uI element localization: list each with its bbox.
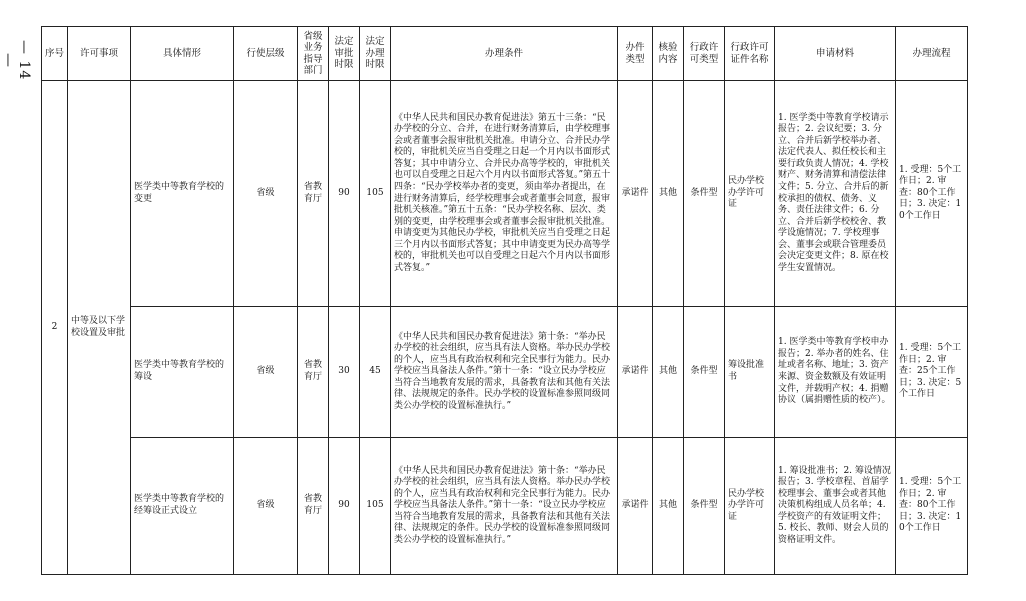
header-permit-type: 行政许可类型 [684, 27, 725, 81]
item-cell: 中等及以下学校设置及审批 [68, 81, 131, 575]
legal-limit-cell: 90 [329, 438, 360, 575]
handle-type-cell: 承诺件 [618, 81, 653, 307]
page-number: — 14 — [0, 39, 32, 81]
header-legal-limit: 法定审批时限 [329, 27, 360, 81]
permit-table [41, 26, 968, 575]
header-handle-type: 办件类型 [618, 27, 653, 81]
header-conditions: 办理条件 [391, 27, 618, 81]
table-row [42, 438, 968, 575]
header-promised-limit: 法定办理时限 [360, 27, 391, 81]
permit-type-cell: 条件型 [684, 307, 725, 438]
materials-cell: 1. 筹设批准书；2. 筹设情况报告；3. 学校章程、首届学校理事会、董事会或者其他决策机构组成人员名单；4. 学校资产的有效证明文件；5. 校长、教师、财会人员的资格证明文件。 [775, 438, 896, 575]
situation-cell: 医学类中等教育学校的经筹设正式设立 [131, 438, 234, 575]
header-permit-doc: 行政许可证件名称 [725, 27, 775, 81]
header-situation: 具体情形 [131, 27, 234, 81]
situation-cell: 医学类中等教育学校的筹设 [131, 307, 234, 438]
verify-cell: 其他 [653, 81, 684, 307]
permit-type-cell: 条件型 [684, 438, 725, 575]
handle-type-cell: 承诺件 [618, 438, 653, 575]
header-level: 行使层级 [234, 27, 298, 81]
seq-cell: 2 [42, 81, 68, 575]
promised-limit-cell: 105 [360, 438, 391, 575]
table-header-row [42, 27, 968, 81]
header-verify: 核验内容 [653, 27, 684, 81]
verify-cell: 其他 [653, 307, 684, 438]
level-cell: 省级 [234, 307, 298, 438]
header-seq: 序号 [42, 27, 68, 81]
verify-cell: 其他 [653, 438, 684, 575]
dept-cell: 省教育厅 [298, 307, 329, 438]
header-dept: 省级业务指导部门 [298, 27, 329, 81]
permit-doc-cell: 民办学校办学许可证 [725, 81, 775, 307]
table-row [42, 307, 968, 438]
dept-cell: 省教育厅 [298, 438, 329, 575]
materials-cell: 1. 医学类中等教育学校请示报告；2. 会议纪要；3. 分立、合并后新学校举办者、法定代表人、拟任校长和主要行政负责人情况；4. 学校财产、财务清算和清偿法律文件；5. 分立、合并后的新校承担的债权、债务、义务、责任法律文件；6. 分立、合并后新学校校舍、教学设施情况；7. 学校理事会、董事会或联合管理委员会决定变更文件；8. 原在校学生安置情况。 [775, 81, 896, 307]
conditions-cell: 《中华人民共和国民办教育促进法》第五十三条：“民办学校的分立、合并，在进行财务清算后，由学校理事会或者董事会报审批机关批准。申请分立、合并民办学校的，审批机关应当自受理之日起一个月内以书面形式答复；其中申请分立、合并民办高等学校的，审批机关也可以自受理之日起六个月内以书面形式答复。”第五十四条：“民办学校举办者的变更，须由举办者提出，在进行财务清算后，经学校理事会或者董事会同意，报审批机关核准。”第五十五条：“民办学校名称、层次、类别的变更，由学校理事会或者董事会报审批机关批准。申请变更为其他民办学校，审批机关应当自受理之日起三个月内以书面形式答复；其中申请变更为民办高等学校的，审批机关也可以自受理之日起六个月内以书面形式答复。” [391, 81, 618, 307]
legal-limit-cell: 30 [329, 307, 360, 438]
process-cell: 1. 受理：5个工作日；2. 审查：80个工作日；3. 决定：10个工作日 [896, 81, 968, 307]
header-item: 许可事项 [68, 27, 131, 81]
header-process: 办理流程 [896, 27, 968, 81]
situation-cell: 医学类中等教育学校的变更 [131, 81, 234, 307]
materials-cell: 1. 医学类中等教育学校申办报告；2. 举办者的姓名、住址或者名称、地址；3. 资产来源、资金数额及有效证明文件，并载明产权；4. 捐赠协议（属捐赠性质的校产）。 [775, 307, 896, 438]
permit-type-cell: 条件型 [684, 81, 725, 307]
level-cell: 省级 [234, 81, 298, 307]
conditions-cell: 《中华人民共和国民办教育促进法》第十条：“举办民办学校的社会组织，应当具有法人资格。举办民办学校的个人，应当具有政治权利和完全民事行为能力。民办学校应当具备法人条件。”第十一条：“设立民办学校应当符合当地教育发展的需求，具备教育法和其他有关法律、法规规定的条件。民办学校的设置标准参照同级同类公办学校的设置标准执行。” [391, 438, 618, 575]
dept-cell: 省教育厅 [298, 81, 329, 307]
promised-limit-cell: 45 [360, 307, 391, 438]
conditions-cell: 《中华人民共和国民办教育促进法》第十条：“举办民办学校的社会组织，应当具有法人资格。举办民办学校的个人，应当具有政治权利和完全民事行为能力。民办学校应当具备法人条件。”第十一条：“设立民办学校应当符合当地教育发展的需求，具备教育法和其他有关法律、法规规定的条件。民办学校的设置标准参照同级同类公办学校的设置标准执行。” [391, 307, 618, 438]
process-cell: 1. 受理：5个工作日；2. 审查：80个工作日；3. 决定：10个工作日 [896, 438, 968, 575]
permit-doc-cell: 民办学校办学许可证 [725, 438, 775, 575]
process-cell: 1. 受理：5个工作日；2. 审查：25个工作日；3. 决定：5个工作日 [896, 307, 968, 438]
handle-type-cell: 承诺件 [618, 307, 653, 438]
permit-doc-cell: 筹设批准书 [725, 307, 775, 438]
legal-limit-cell: 90 [329, 81, 360, 307]
level-cell: 省级 [234, 438, 298, 575]
header-materials: 申请材料 [775, 27, 896, 81]
table-row [42, 81, 968, 307]
promised-limit-cell: 105 [360, 81, 391, 307]
